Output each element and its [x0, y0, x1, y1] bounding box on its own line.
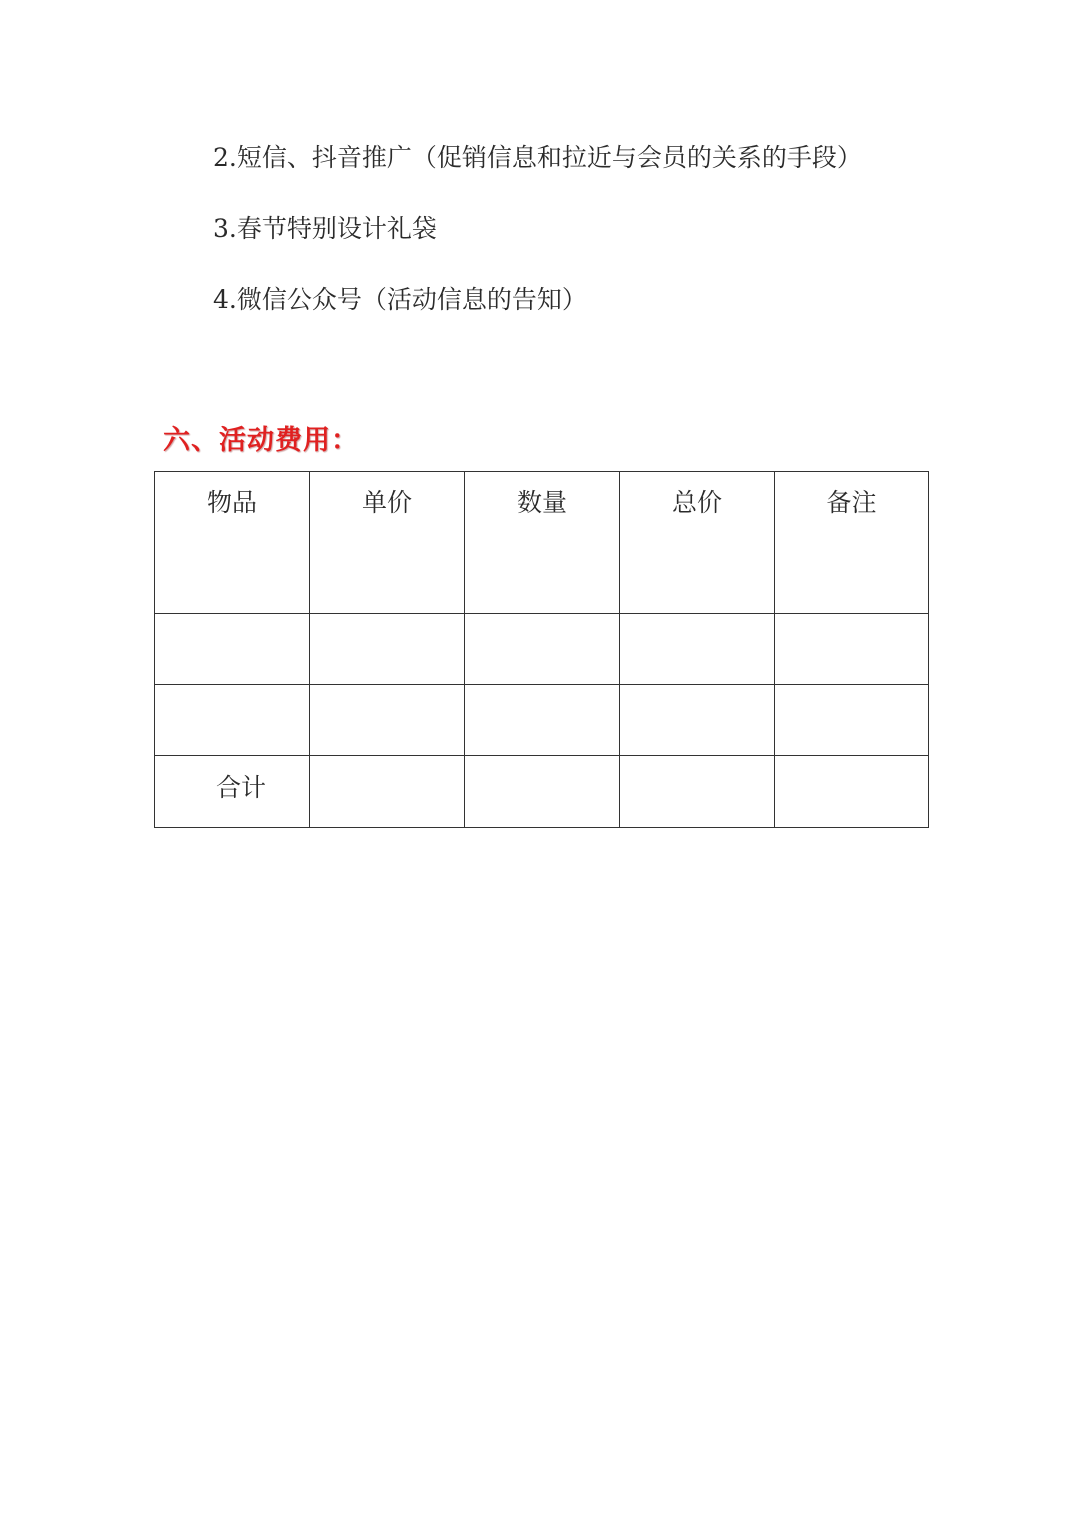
list-item-spring-gift-bag: 3.春节特别设计礼袋	[213, 214, 437, 243]
header-item: 物品	[155, 472, 310, 614]
table-cell	[775, 685, 929, 756]
table-cell	[310, 614, 465, 685]
header-quantity: 数量	[465, 472, 620, 614]
table-row	[155, 685, 929, 756]
table-cell	[465, 756, 620, 828]
header-unit-price: 单价	[310, 472, 465, 614]
table-row-total	[155, 756, 929, 828]
table-cell	[620, 614, 775, 685]
table-cell	[155, 685, 310, 756]
table-cell	[310, 756, 465, 828]
table-row	[155, 614, 929, 685]
table-cell	[775, 614, 929, 685]
section-heading-activity-cost: 六、活动费用：	[163, 425, 359, 456]
table-cell	[620, 756, 775, 828]
list-item-wechat-account: 4.微信公众号（活动信息的告知）	[213, 285, 587, 314]
table-cell	[620, 685, 775, 756]
table-cell	[155, 614, 310, 685]
table-cell	[465, 685, 620, 756]
table-header-row	[155, 472, 929, 614]
cost-table	[154, 471, 929, 828]
total-label: 合计	[155, 756, 310, 828]
table-cell	[310, 685, 465, 756]
table-cell	[775, 756, 929, 828]
header-remarks: 备注	[775, 472, 929, 614]
table-cell	[465, 614, 620, 685]
header-total-price: 总价	[620, 472, 775, 614]
list-item-sms-douyin: 2.短信、抖音推广（促销信息和拉近与会员的关系的手段）	[213, 143, 862, 172]
